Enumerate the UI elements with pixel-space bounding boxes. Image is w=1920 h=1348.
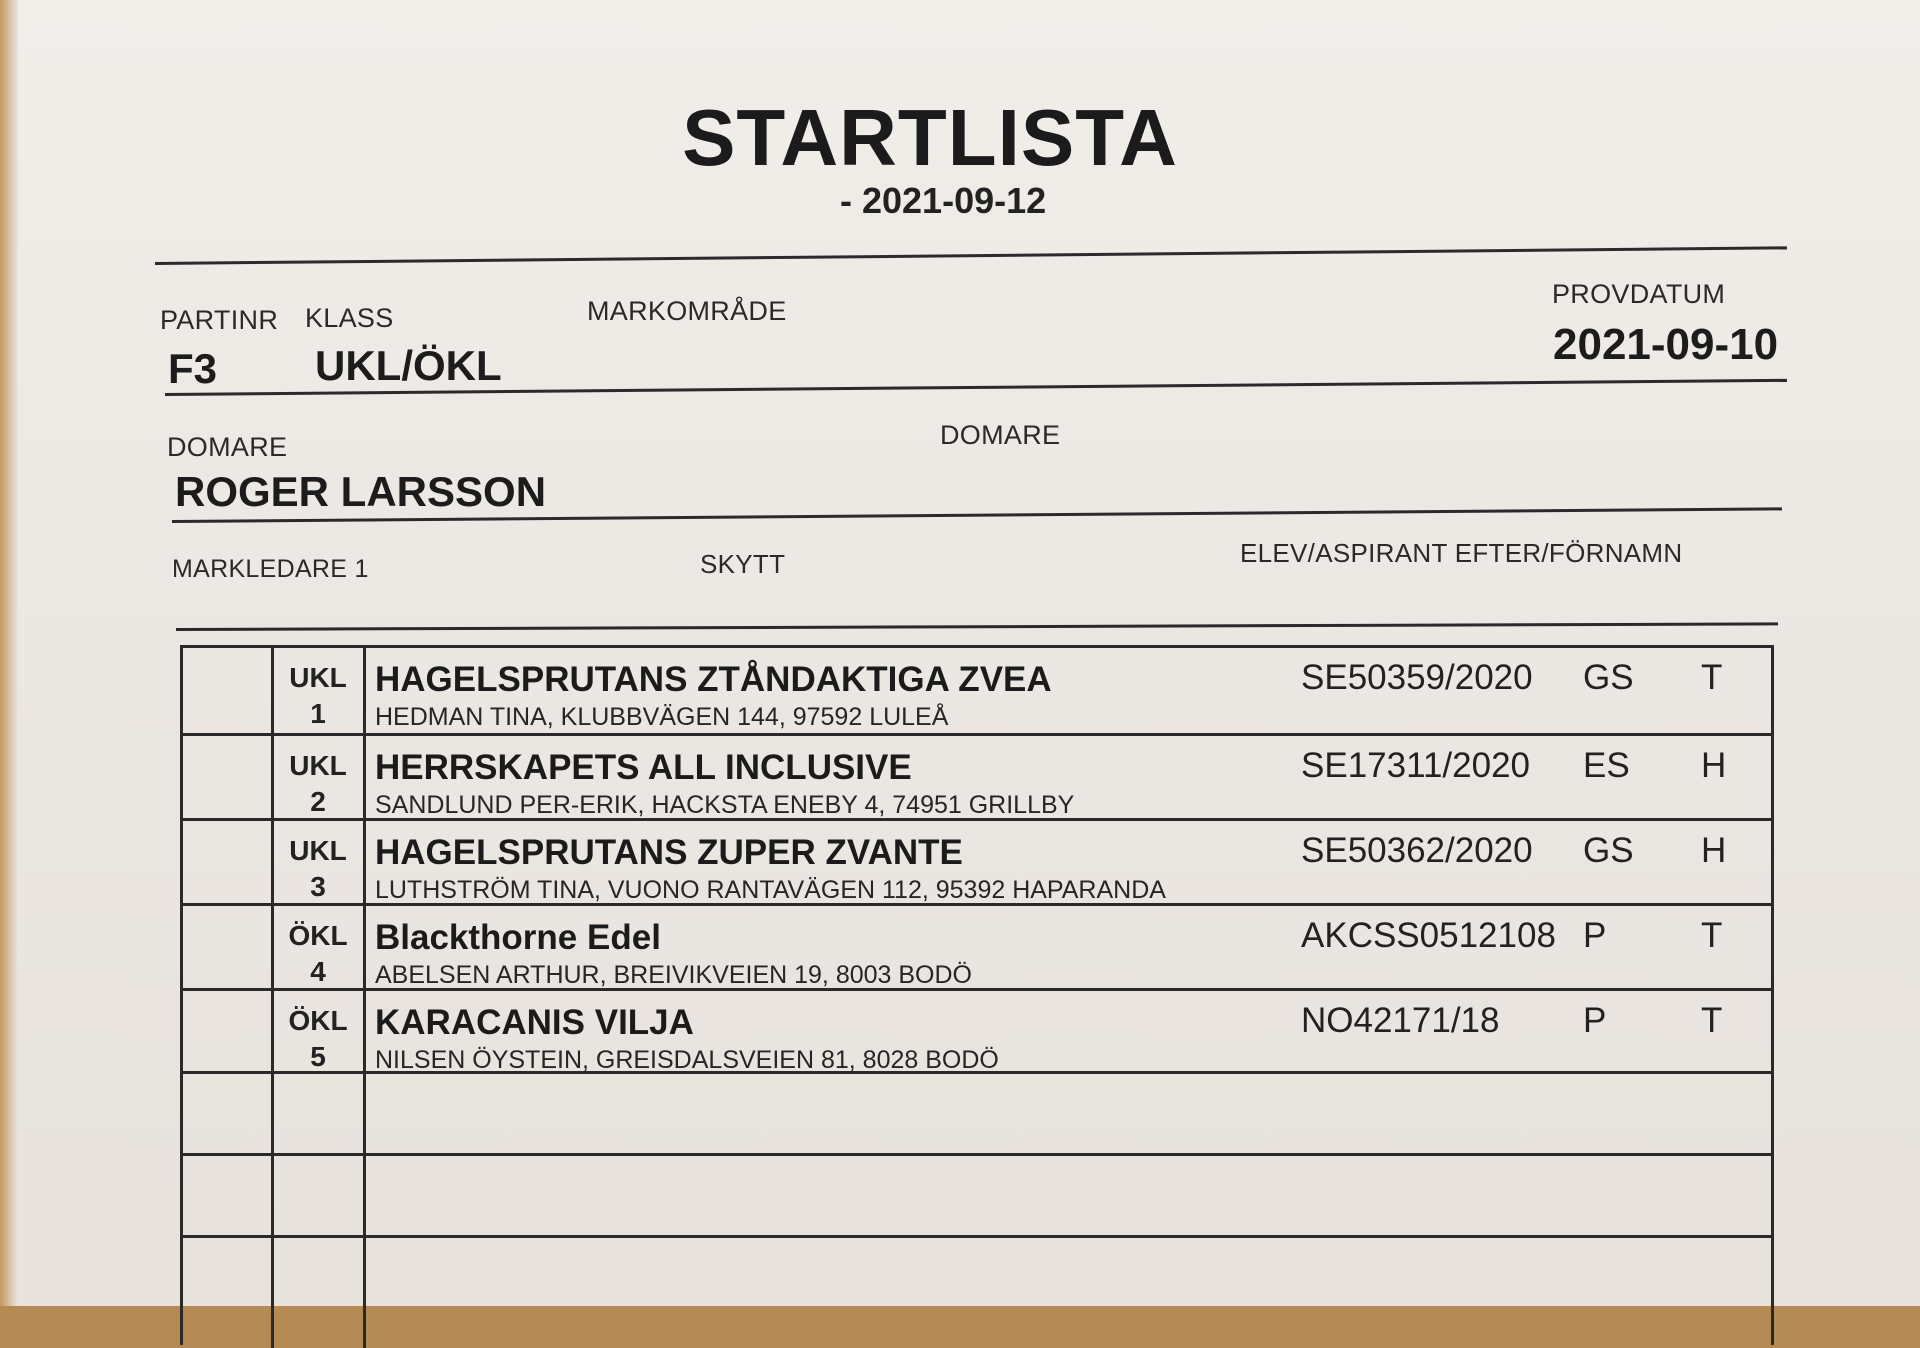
sex-code: H [1701, 831, 1727, 870]
entry-class-number: ÖKL 5 [288, 1005, 348, 1072]
sex-code: T [1701, 658, 1723, 697]
table-row [183, 648, 1771, 736]
divider [155, 246, 1787, 265]
startlist-table [180, 645, 1774, 1345]
divider [176, 622, 1778, 631]
entry-class-number: UKL 3 [289, 835, 347, 902]
entry-class-number: ÖKL 4 [288, 920, 348, 987]
skytt-label: SKYTT [700, 549, 786, 579]
entry-class-number: UKL 1 [289, 662, 347, 729]
registration-number: SE50362/2020 [1301, 831, 1533, 870]
partinr-label: PARTINR [160, 305, 279, 335]
markomrade-label: MARKOMRÅDE [587, 296, 787, 326]
owner-address: LUTHSTRÖM TINA, VUONO RANTAVÄGEN 112, 95392 HAPARANDA [375, 876, 1166, 904]
domare-label-2: DOMARE [940, 420, 1061, 450]
klass-label: KLASS [305, 303, 394, 333]
dog-name: HAGELSPRUTANS ZUPER ZVANTE [375, 833, 963, 872]
domare-value-1: ROGER LARSSON [175, 468, 547, 515]
sex-code: T [1701, 1001, 1723, 1040]
table-row [183, 821, 1771, 906]
provdatum-label: PROVDATUM [1552, 279, 1726, 309]
partinr-value: F3 [168, 345, 218, 392]
entry-class-number: UKL 2 [289, 750, 347, 817]
sex-code: T [1701, 916, 1723, 955]
provdatum-value: 2021-09-10 [1553, 320, 1779, 369]
dog-name: HAGELSPRUTANS ZTÅNDAKTIGA ZVEA [375, 660, 1052, 699]
sex-code: H [1701, 746, 1727, 785]
table-row [183, 736, 1771, 821]
registration-number: SE17311/2020 [1301, 746, 1531, 785]
breed-code: P [1583, 1001, 1607, 1040]
klass-value: UKL/ÖKL [315, 342, 502, 389]
empty-table-row [183, 1074, 1771, 1156]
markledare-label: MARKLEDARE 1 [172, 555, 369, 583]
elev-aspirant-label: ELEV/ASPIRANT EFTER/FÖRNAMN [1240, 538, 1683, 568]
registration-number: AKCSS0512108 [1301, 916, 1556, 955]
breed-code: GS [1583, 831, 1634, 870]
owner-address: ABELSEN ARTHUR, BREIVIKVEIEN 19, 8003 BODÖ [375, 961, 972, 989]
dog-name: HERRSKAPETS ALL INCLUSIVE [375, 748, 912, 787]
empty-table-row [183, 1156, 1771, 1238]
document-title: STARTLISTA [682, 93, 1178, 182]
table-row [183, 906, 1771, 991]
table-row [183, 991, 1771, 1074]
registration-number: NO42171/18 [1301, 1001, 1500, 1040]
owner-address: SANDLUND PER-ERIK, HACKSTA ENEBY 4, 74951 GRILLBY [375, 791, 1075, 819]
breed-code: ES [1583, 746, 1630, 785]
owner-address: HEDMAN TINA, KLUBBVÄGEN 144, 97592 LULEÅ [375, 703, 949, 731]
registration-number: SE50359/2020 [1301, 658, 1533, 697]
domare-label-1: DOMARE [167, 432, 288, 462]
dog-name: KARACANIS VILJA [375, 1003, 694, 1042]
owner-address: NILSEN ÖYSTEIN, GREISDALSVEIEN 81, 8028 BODÖ [375, 1046, 999, 1074]
breed-code: P [1583, 916, 1607, 955]
document-subtitle-date: - 2021-09-12 [840, 180, 1047, 221]
dog-name: Blackthorne Edel [375, 918, 661, 957]
breed-code: GS [1583, 658, 1634, 697]
